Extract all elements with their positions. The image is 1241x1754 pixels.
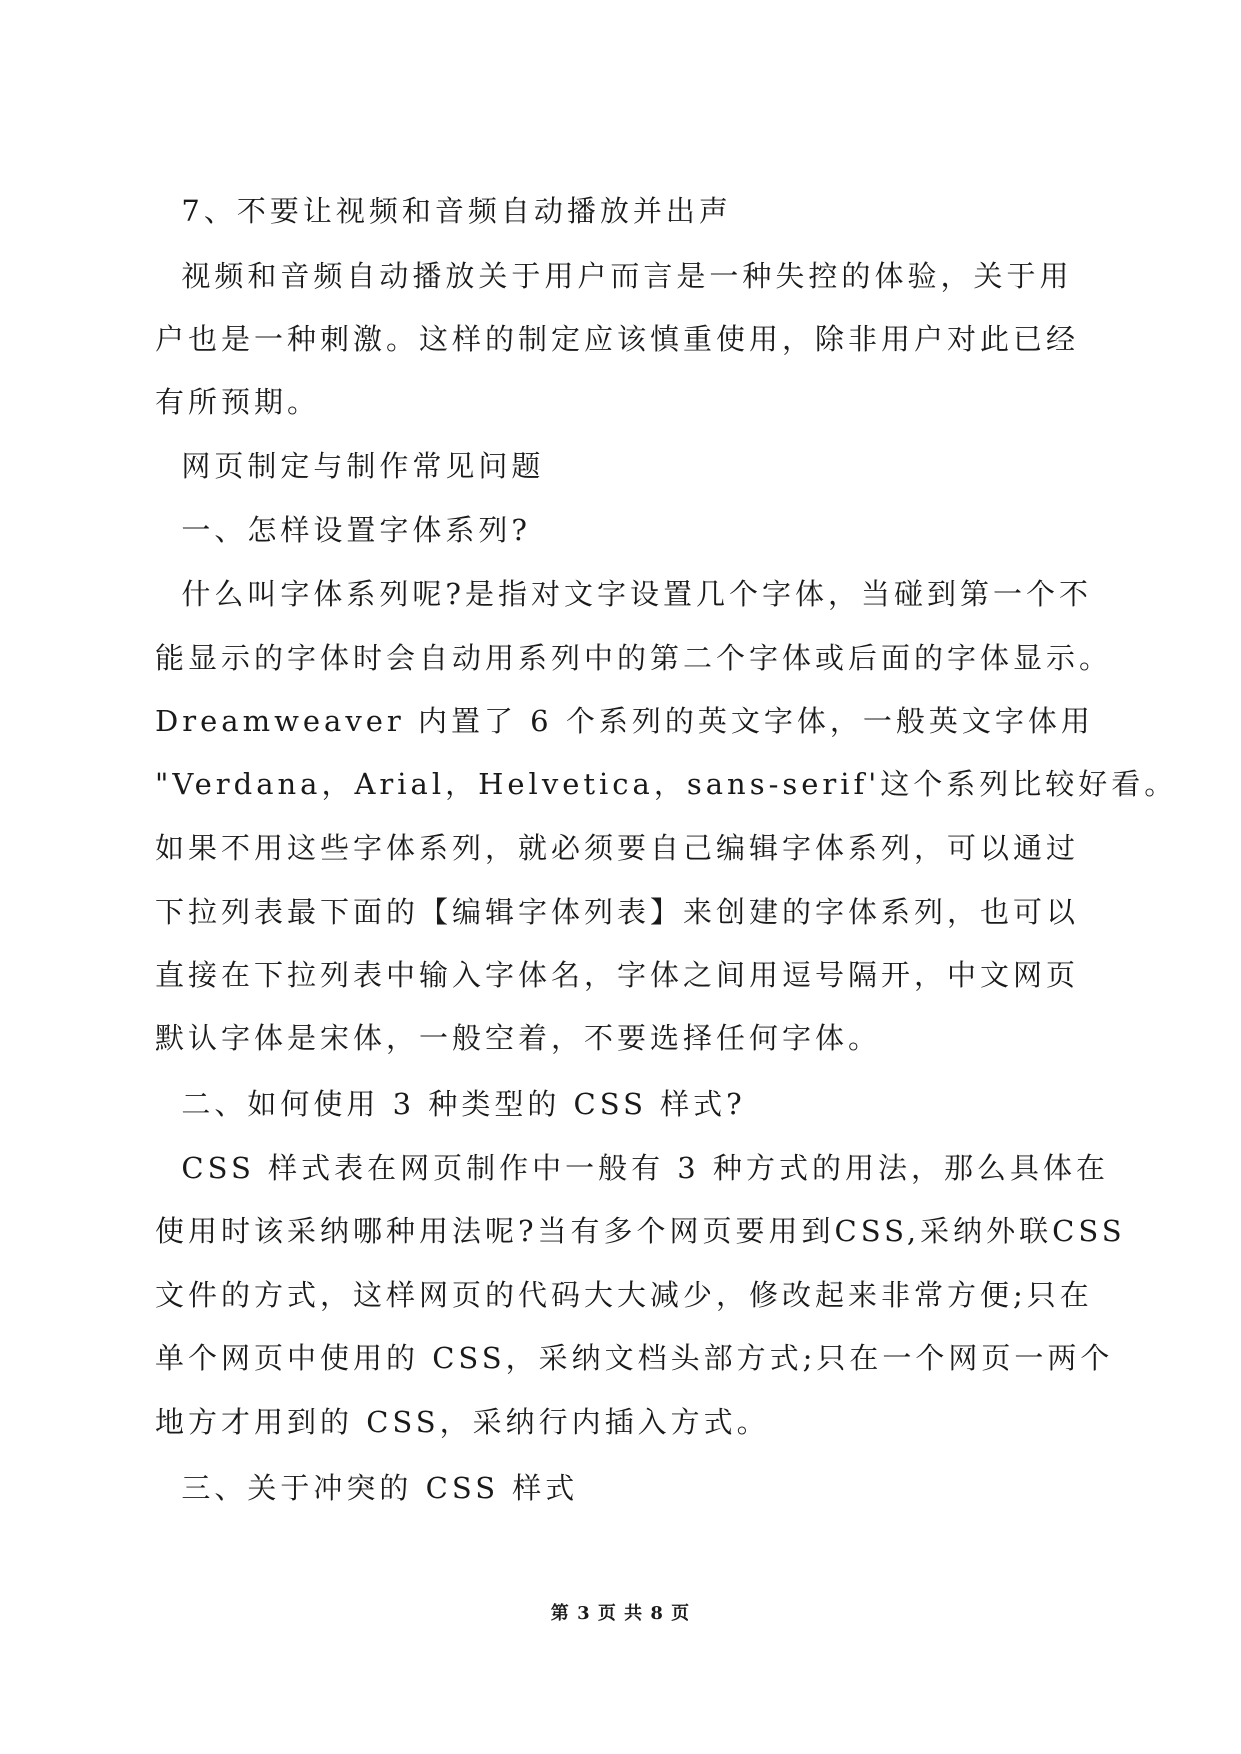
paragraph-line: CSS 样式表在网页制作中一般有 3 种方式的用法，那么具体在 <box>155 1151 1109 1185</box>
paragraph-line: 单个网页中使用的 CSS，采纳文档头部方式;只在一个网页一两个 <box>155 1341 1114 1375</box>
heading-font-family: 一、怎样设置字体系列? <box>155 513 531 547</box>
page-number-footer: 第 3 页 共 8 页 <box>550 1603 691 1624</box>
paragraph-line: 直接在下拉列表中输入字体名，字体之间用逗号隔开，中文网页 <box>155 958 1080 992</box>
paragraph-line: 户也是一种刺激。这样的制定应该慎重使用，除非用户对此已经 <box>155 322 1080 356</box>
paragraph-line: 什么叫字体系列呢?是指对文字设置几个字体，当碰到第一个不 <box>155 577 1092 611</box>
paragraph-line: 文件的方式，这样网页的代码大大减少，修改起来非常方便;只在 <box>155 1278 1093 1312</box>
heading-css-conflict: 三、关于冲突的 CSS 样式 <box>155 1471 579 1505</box>
paragraph-line: 有所预期。 <box>155 385 321 419</box>
paragraph-line: "Verdana，Arial，Helvetica，sans-serif'这个系列比较好看。 <box>155 767 1178 801</box>
paragraph-line: 能显示的字体时会自动用系列中的第二个字体或后面的字体显示。 <box>155 641 1113 675</box>
paragraph-line: 下拉列表最下面的【编辑字体列表】来创建的字体系列，也可以 <box>155 895 1080 929</box>
heading-autoplay: 7、不要让视频和音频自动播放并出声 <box>155 194 732 228</box>
paragraph-line: 地方才用到的 CSS，采纳行内插入方式。 <box>155 1405 770 1439</box>
section-title: 网页制定与制作常见问题 <box>155 449 545 483</box>
paragraph-line: 默认字体是宋体，一般空着，不要选择任何字体。 <box>155 1021 882 1055</box>
paragraph-line: Dreamweaver 内置了 6 个系列的英文字体，一般英文字体用 <box>155 704 1094 738</box>
paragraph-line: 如果不用这些字体系列，就必须要自己编辑字体系列，可以通过 <box>155 831 1080 865</box>
paragraph-line: 使用时该采纳哪种用法呢?当有多个网页要用到CSS,采纳外联CSS <box>155 1214 1126 1248</box>
paragraph-line: 视频和音频自动播放关于用户而言是一种失控的体验，关于用 <box>155 259 1073 293</box>
heading-css-types: 二、如何使用 3 种类型的 CSS 样式? <box>155 1087 746 1121</box>
